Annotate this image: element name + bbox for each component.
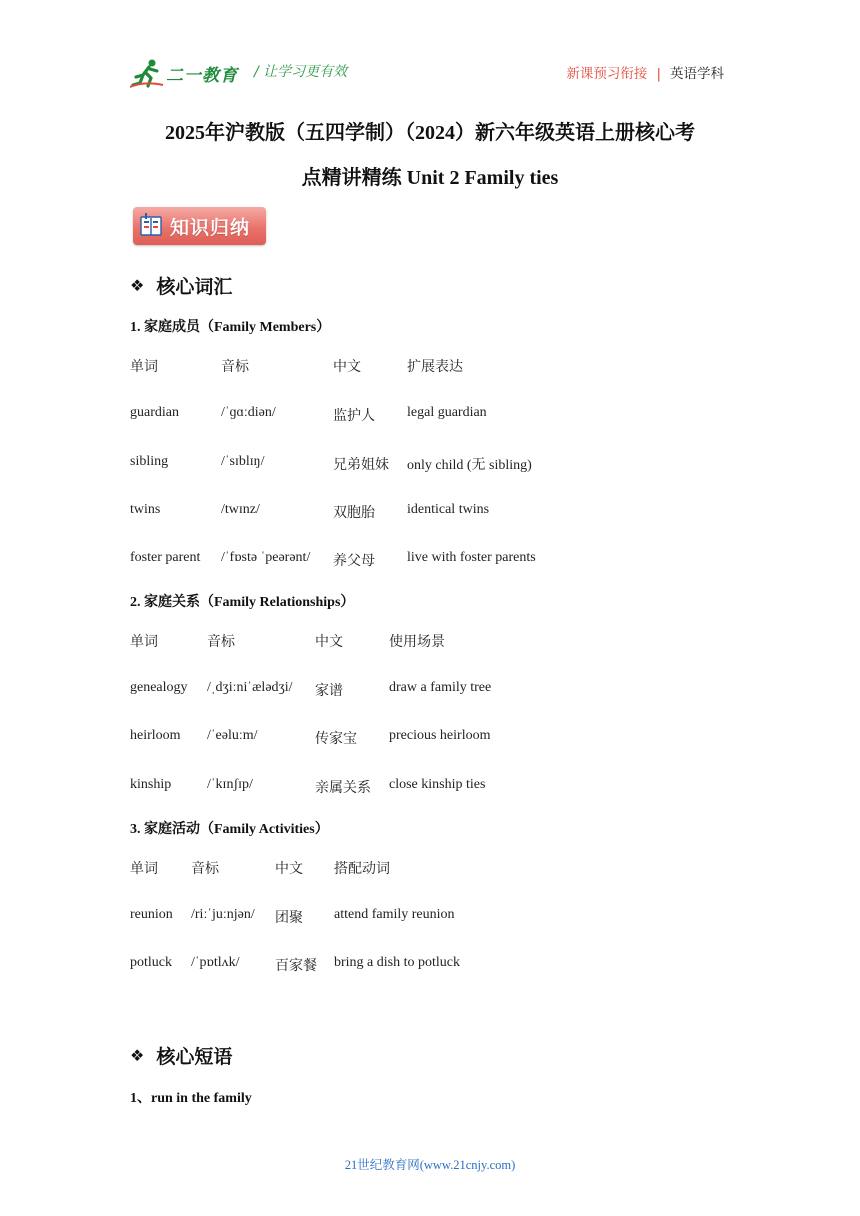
chinese-cell: 双胞胎 (333, 506, 375, 521)
group-heading-family-members: 1. 家庭成员（Family Members） (130, 320, 331, 335)
column-header: 中文 (315, 635, 343, 650)
chinese-cell: 亲属关系 (315, 781, 371, 796)
column-header: 扩展表达 (407, 360, 463, 375)
column-header: 单词 (130, 862, 158, 877)
column-header: 中文 (275, 862, 303, 877)
phonetic-cell: /ˌdʒiːniˈælədʒi/ (207, 680, 293, 695)
logo-text: 二一教育 (166, 65, 238, 86)
section-heading-core-phrases (130, 1042, 232, 1069)
column-header: 搭配动词 (334, 862, 390, 877)
phonetic-cell: /twɪnz/ (221, 502, 260, 517)
header-tags (566, 62, 724, 82)
header-tag-right: 英语学科 (670, 66, 724, 82)
column-header: 单词 (130, 635, 158, 650)
phonetic-cell: /ˈkɪnʃɪp/ (207, 777, 253, 792)
logo (130, 56, 238, 90)
runner-logo-icon (130, 58, 164, 88)
diamond-bullet-icon: ❖ (130, 276, 145, 295)
group-heading-family-relationships: 2. 家庭关系（Family Relationships） (130, 595, 355, 610)
book-icon (139, 213, 163, 239)
banner-label: 知识归纳 (170, 216, 251, 239)
column-header: 音标 (221, 360, 249, 375)
word-cell: kinship (130, 777, 172, 792)
usage-cell: draw a family tree (389, 680, 492, 695)
knowledge-summary-banner (133, 207, 266, 245)
page-title-line2: 点精讲精练 Unit 2 Family ties (301, 167, 559, 189)
expression-cell: identical twins (407, 502, 490, 517)
phonetic-cell: /ˈeəluːm/ (207, 728, 258, 743)
diamond-bullet-icon: ❖ (130, 1046, 145, 1065)
usage-cell: close kinship ties (389, 777, 486, 792)
word-cell: guardian (130, 405, 179, 420)
header-slogan: / 让学习更有效 (254, 64, 348, 80)
chinese-cell: 传家宝 (315, 732, 357, 747)
word-cell: sibling (130, 454, 169, 469)
page-title-line1: 2025年沪教版（五四学制）（2024）新六年级英语上册核心考 (165, 122, 695, 144)
column-header: 中文 (333, 360, 361, 375)
chinese-cell: 兄弟姐妹 (333, 458, 389, 473)
chinese-cell: 百家餐 (275, 959, 317, 974)
expression-cell: legal guardian (407, 405, 487, 420)
expression-cell: only child (无 sibling) (407, 458, 532, 473)
word-cell: reunion (130, 907, 173, 922)
column-header: 音标 (207, 635, 235, 650)
expression-cell: live with foster parents (407, 550, 536, 565)
word-cell: potluck (130, 955, 172, 970)
chinese-cell: 家谱 (315, 684, 343, 699)
usage-cell: precious heirloom (389, 728, 491, 743)
word-cell: twins (130, 502, 161, 517)
group-heading-family-activities: 3. 家庭活动（Family Activities） (130, 822, 329, 837)
word-cell: heirloom (130, 728, 181, 743)
collocation-cell: bring a dish to potluck (334, 955, 460, 970)
chinese-cell: 团聚 (275, 911, 303, 926)
section-heading-text: 核心短语 (156, 1046, 233, 1068)
phrase-item-1: 1、run in the family (130, 1091, 252, 1106)
chinese-cell: 监护人 (333, 409, 375, 424)
word-cell: foster parent (130, 550, 201, 565)
phonetic-cell: /riːˈjuːnjən/ (191, 907, 255, 922)
column-header: 单词 (130, 360, 158, 375)
phonetic-cell: /ˈfɒstə ˈpeərənt/ (221, 550, 311, 565)
column-header: 使用场景 (389, 635, 445, 650)
phonetic-cell: /ˈsɪblɪŋ/ (221, 454, 265, 469)
header-tag-left: 新课预习衔接 (566, 66, 648, 82)
collocation-cell: attend family reunion (334, 907, 455, 922)
chinese-cell: 养父母 (333, 554, 375, 569)
section-heading-text: 核心词汇 (156, 276, 233, 298)
column-header: 音标 (191, 862, 219, 877)
page-footer: 21世纪教育网(www.21cnjy.com) (344, 1158, 516, 1172)
header-separator: | (656, 66, 661, 82)
phonetic-cell: /ˈɡɑːdiən/ (221, 405, 276, 420)
phonetic-cell: /ˈpɒtlʌk/ (191, 955, 240, 970)
section-heading-core-vocabulary (130, 272, 232, 299)
word-cell: genealogy (130, 680, 188, 695)
